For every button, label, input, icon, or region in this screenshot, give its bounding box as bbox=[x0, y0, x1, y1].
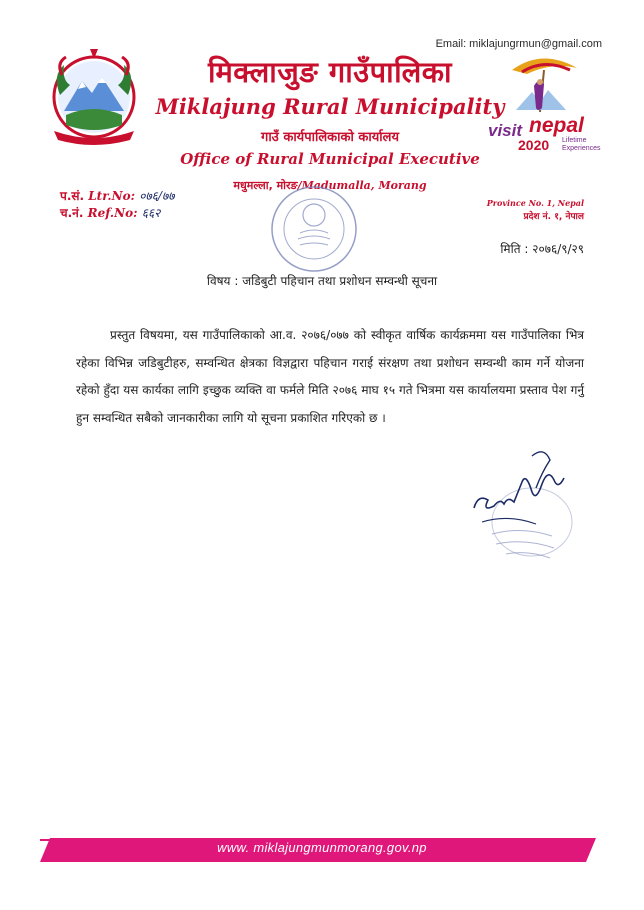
municipality-title-nepali: मिक्लाजुङ गाउँपालिका bbox=[207, 55, 453, 89]
ltr-label-nepali: प.सं. bbox=[60, 189, 85, 203]
reference-number bbox=[60, 204, 160, 221]
address-english: /Madumalla, Morang bbox=[297, 179, 427, 192]
notice-body: प्रस्तुत विषयमा, यस गाउँपालिकाको आ.व. २०७६/०७७ को स्वीकृत वार्षिक कार्यक्रममा यस गाउँपालिका भित्र रहेका विभिन्न जडिबुटीहरु, सम्वन्धित क्षेत्रका विज्ञद्वारा पहिचान गराई संरक्षण तथा प्रशोधन सम्वन्धी काम गर्ने योजना रहेको हुँदा यस कार्यका लागि इच्छुक व्यक्ति वा फर्मले मिति २०७६ माघ १५ गते भित्रमा यस कार्यालयमा प्रस्ताव पेश गर्नु हुन सम्वन्धित सबैको जानकारीका लागि यो सूचना प्रकाशित गरिएको छ । bbox=[76, 328, 584, 425]
visit-nepal-2020-logo bbox=[482, 50, 602, 155]
ref-label-nepali: च.नं. bbox=[60, 206, 84, 220]
ltr-label-english: Ltr.No: bbox=[88, 189, 136, 203]
website-link[interactable]: www. miklajungmunmorang.gov.np bbox=[217, 840, 427, 855]
province-nepali: प्रदेश नं. १, नेपाल bbox=[523, 212, 584, 222]
ltr-value: ०७६/७७ bbox=[139, 189, 175, 203]
tagline-experiences: Experiences bbox=[562, 145, 601, 152]
office-title-nepali: गाउँ कार्यपालिकाको कार्यालय bbox=[261, 130, 399, 145]
ref-value: ६६२ bbox=[141, 206, 161, 220]
signature bbox=[462, 442, 602, 572]
subject-line: विषय : जडिबुटी पहिचान तथा प्रशोधन सम्वन्धी सूचना bbox=[206, 274, 438, 288]
tagline-lifetime: Lifetime bbox=[562, 137, 587, 144]
letter-number bbox=[60, 187, 174, 204]
year-label: 2020 bbox=[518, 137, 550, 153]
address-nepali: मधुमल्ला, मोरङ bbox=[233, 179, 298, 192]
municipality-title-english: Miklajung Rural Municipality bbox=[155, 94, 505, 119]
date: मिति : २०७६/९/२९ bbox=[500, 242, 584, 256]
nepal-emblem-icon bbox=[42, 45, 147, 145]
ref-label-english: Ref.No: bbox=[87, 206, 138, 220]
province-english: Province No. 1, Nepal bbox=[486, 198, 584, 208]
nepal-label: nepal bbox=[529, 114, 584, 137]
visit-label: visit bbox=[488, 121, 523, 140]
office-stamp bbox=[268, 183, 360, 275]
office-title-english: Office of Rural Municipal Executive bbox=[180, 150, 480, 168]
email-address: Email: miklajungrmun@gmail.com bbox=[435, 38, 602, 50]
